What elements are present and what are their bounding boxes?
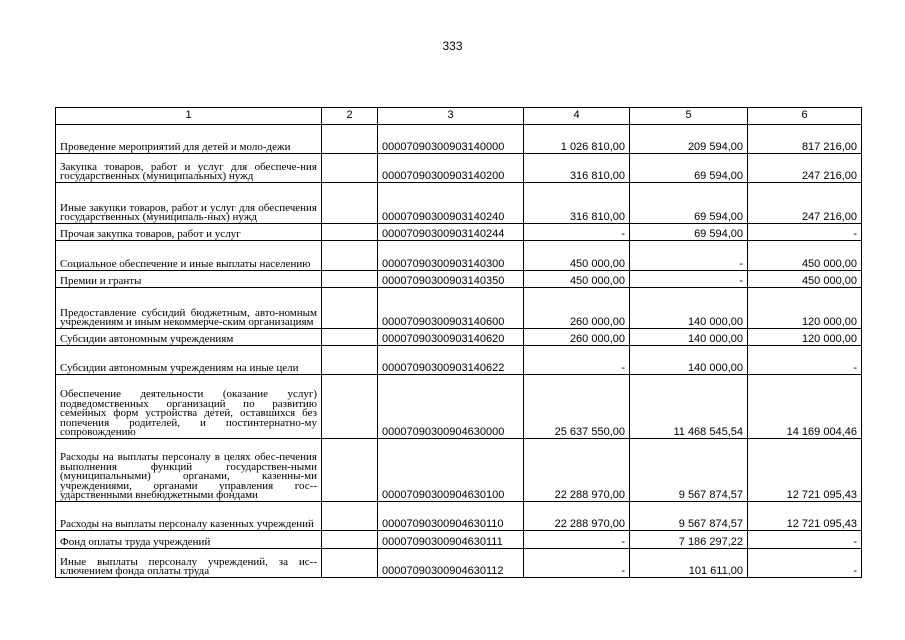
column-header-1: 1 xyxy=(56,108,322,125)
row-col2 xyxy=(322,154,378,183)
table-row xyxy=(56,375,862,439)
row-value-5: 11 468 545,54 xyxy=(630,375,748,439)
row-value-5: 9 567 874,57 xyxy=(630,502,748,531)
table-row xyxy=(56,224,862,241)
row-col2 xyxy=(322,241,378,271)
row-value-6: 12 721 095,43 xyxy=(748,502,862,531)
row-code: 00007090300904630112 xyxy=(378,549,524,578)
row-value-4: 450 000,00 xyxy=(524,241,630,271)
row-code: 00007090300903140620 xyxy=(378,329,524,346)
row-value-5: 209 594,00 xyxy=(630,125,748,154)
row-value-4: 260 000,00 xyxy=(524,288,630,329)
row-value-6: 247 216,00 xyxy=(748,183,862,224)
table-header-row xyxy=(56,108,862,125)
column-header-2: 2 xyxy=(322,108,378,125)
row-code: 00007090300903140200 xyxy=(378,154,524,183)
row-value-6: 450 000,00 xyxy=(748,241,862,271)
row-col2 xyxy=(322,288,378,329)
row-value-5: 140 000,00 xyxy=(630,346,748,375)
row-value-6: - xyxy=(748,531,862,549)
table-row xyxy=(56,329,862,346)
row-description: Фонд оплаты труда учреждений xyxy=(56,531,322,549)
row-code: 00007090300903140000 xyxy=(378,125,524,154)
row-value-6: 12 721 095,43 xyxy=(748,439,862,502)
row-value-5: 101 611,00 xyxy=(630,549,748,578)
row-value-6: 450 000,00 xyxy=(748,271,862,288)
row-value-4: - xyxy=(524,224,630,241)
row-code: 00007090300904630100 xyxy=(378,439,524,502)
row-value-4: 25 637 550,00 xyxy=(524,375,630,439)
row-description: Закупка товаров, работ и услуг для обеспече-ния государственных (муниципальных) нужд xyxy=(56,154,322,183)
row-value-4: 1 026 810,00 xyxy=(524,125,630,154)
row-code: 00007090300903140622 xyxy=(378,346,524,375)
row-description: Премии и гранты xyxy=(56,271,322,288)
row-col2 xyxy=(322,329,378,346)
page-number: 333 xyxy=(442,39,463,53)
row-value-5: - xyxy=(630,241,748,271)
row-col2 xyxy=(322,271,378,288)
row-code: 00007090300903140600 xyxy=(378,288,524,329)
table-row xyxy=(56,288,862,329)
table-row xyxy=(56,502,862,531)
budget-table xyxy=(55,107,862,578)
table-row xyxy=(56,154,862,183)
row-value-6: 120 000,00 xyxy=(748,288,862,329)
row-code: 00007090300904630000 xyxy=(378,375,524,439)
row-col2 xyxy=(322,531,378,549)
table-row xyxy=(56,241,862,271)
row-description: Иные закупки товаров, работ и услуг для обеспечения государственных (муниципаль-ных) нужд xyxy=(56,183,322,224)
table-row xyxy=(56,531,862,549)
row-description: Предоставление субсидий бюджетным, авто-номным учреждениям и иным некоммерче-ским организациям xyxy=(56,288,322,329)
row-value-4: - xyxy=(524,531,630,549)
row-value-5: 9 567 874,57 xyxy=(630,439,748,502)
row-code: 00007090300903140350 xyxy=(378,271,524,288)
row-value-6: - xyxy=(748,346,862,375)
row-col2 xyxy=(322,549,378,578)
column-header-5: 5 xyxy=(630,108,748,125)
table-row xyxy=(56,271,862,288)
table-row xyxy=(56,439,862,502)
row-value-5: 7 186 297,22 xyxy=(630,531,748,549)
row-description: Иные выплаты персоналу учреждений, за ис-ключением фонда оплаты труда xyxy=(56,549,322,578)
row-code: 00007090300903140240 xyxy=(378,183,524,224)
row-value-4: 260 000,00 xyxy=(524,329,630,346)
row-value-5: 69 594,00 xyxy=(630,154,748,183)
row-code: 00007090300903140244 xyxy=(378,224,524,241)
row-col2 xyxy=(322,125,378,154)
row-col2 xyxy=(322,502,378,531)
row-code: 00007090300903140300 xyxy=(378,241,524,271)
row-value-6: 817 216,00 xyxy=(748,125,862,154)
row-value-5: 69 594,00 xyxy=(630,224,748,241)
row-value-6: - xyxy=(748,224,862,241)
column-header-6: 6 xyxy=(748,108,862,125)
row-value-6: 247 216,00 xyxy=(748,154,862,183)
row-description: Расходы на выплаты персоналу казенных учреждений xyxy=(56,502,322,531)
table-row xyxy=(56,183,862,224)
row-code: 00007090300904630111 xyxy=(378,531,524,549)
row-description: Субсидии автономным учреждениям xyxy=(56,329,322,346)
table-row xyxy=(56,346,862,375)
row-value-6: - xyxy=(748,549,862,578)
row-col2 xyxy=(322,346,378,375)
column-header-3: 3 xyxy=(378,108,524,125)
row-value-4: 316 810,00 xyxy=(524,154,630,183)
row-description: Обеспечение деятельности (оказание услуг) подведомственных организаций по развитию семейных форм устройства детей, оставшихся без попечения родителей, и постинтернатно-му сопровождению xyxy=(56,375,322,439)
row-description: Субсидии автономным учреждениям на иные цели xyxy=(56,346,322,375)
row-value-4: 22 288 970,00 xyxy=(524,439,630,502)
row-description: Расходы на выплаты персоналу в целях обес-печения выполнения функций государствен-ными (муниципальными) органами, казенны-ми учреждениями, органами управления гос-ударственными внебюджетными фондами xyxy=(56,439,322,502)
row-col2 xyxy=(322,439,378,502)
row-description: Проведение мероприятий для детей и моло-дежи xyxy=(56,125,322,154)
row-value-4: - xyxy=(524,346,630,375)
row-description: Прочая закупка товаров, работ и услуг xyxy=(56,224,322,241)
row-value-6: 14 169 004,46 xyxy=(748,375,862,439)
row-col2 xyxy=(322,183,378,224)
row-value-5: 140 000,00 xyxy=(630,329,748,346)
row-value-5: 69 594,00 xyxy=(630,183,748,224)
row-value-6: 120 000,00 xyxy=(748,329,862,346)
row-value-5: - xyxy=(630,271,748,288)
row-value-5: 140 000,00 xyxy=(630,288,748,329)
row-value-4: 450 000,00 xyxy=(524,271,630,288)
column-header-4: 4 xyxy=(524,108,630,125)
row-value-4: 316 810,00 xyxy=(524,183,630,224)
table-row xyxy=(56,125,862,154)
row-value-4: 22 288 970,00 xyxy=(524,502,630,531)
row-code: 00007090300904630110 xyxy=(378,502,524,531)
row-col2 xyxy=(322,224,378,241)
row-description: Социальное обеспечение и иные выплаты населению xyxy=(56,241,322,271)
table-row xyxy=(56,549,862,578)
row-col2 xyxy=(322,375,378,439)
row-value-4: - xyxy=(524,549,630,578)
